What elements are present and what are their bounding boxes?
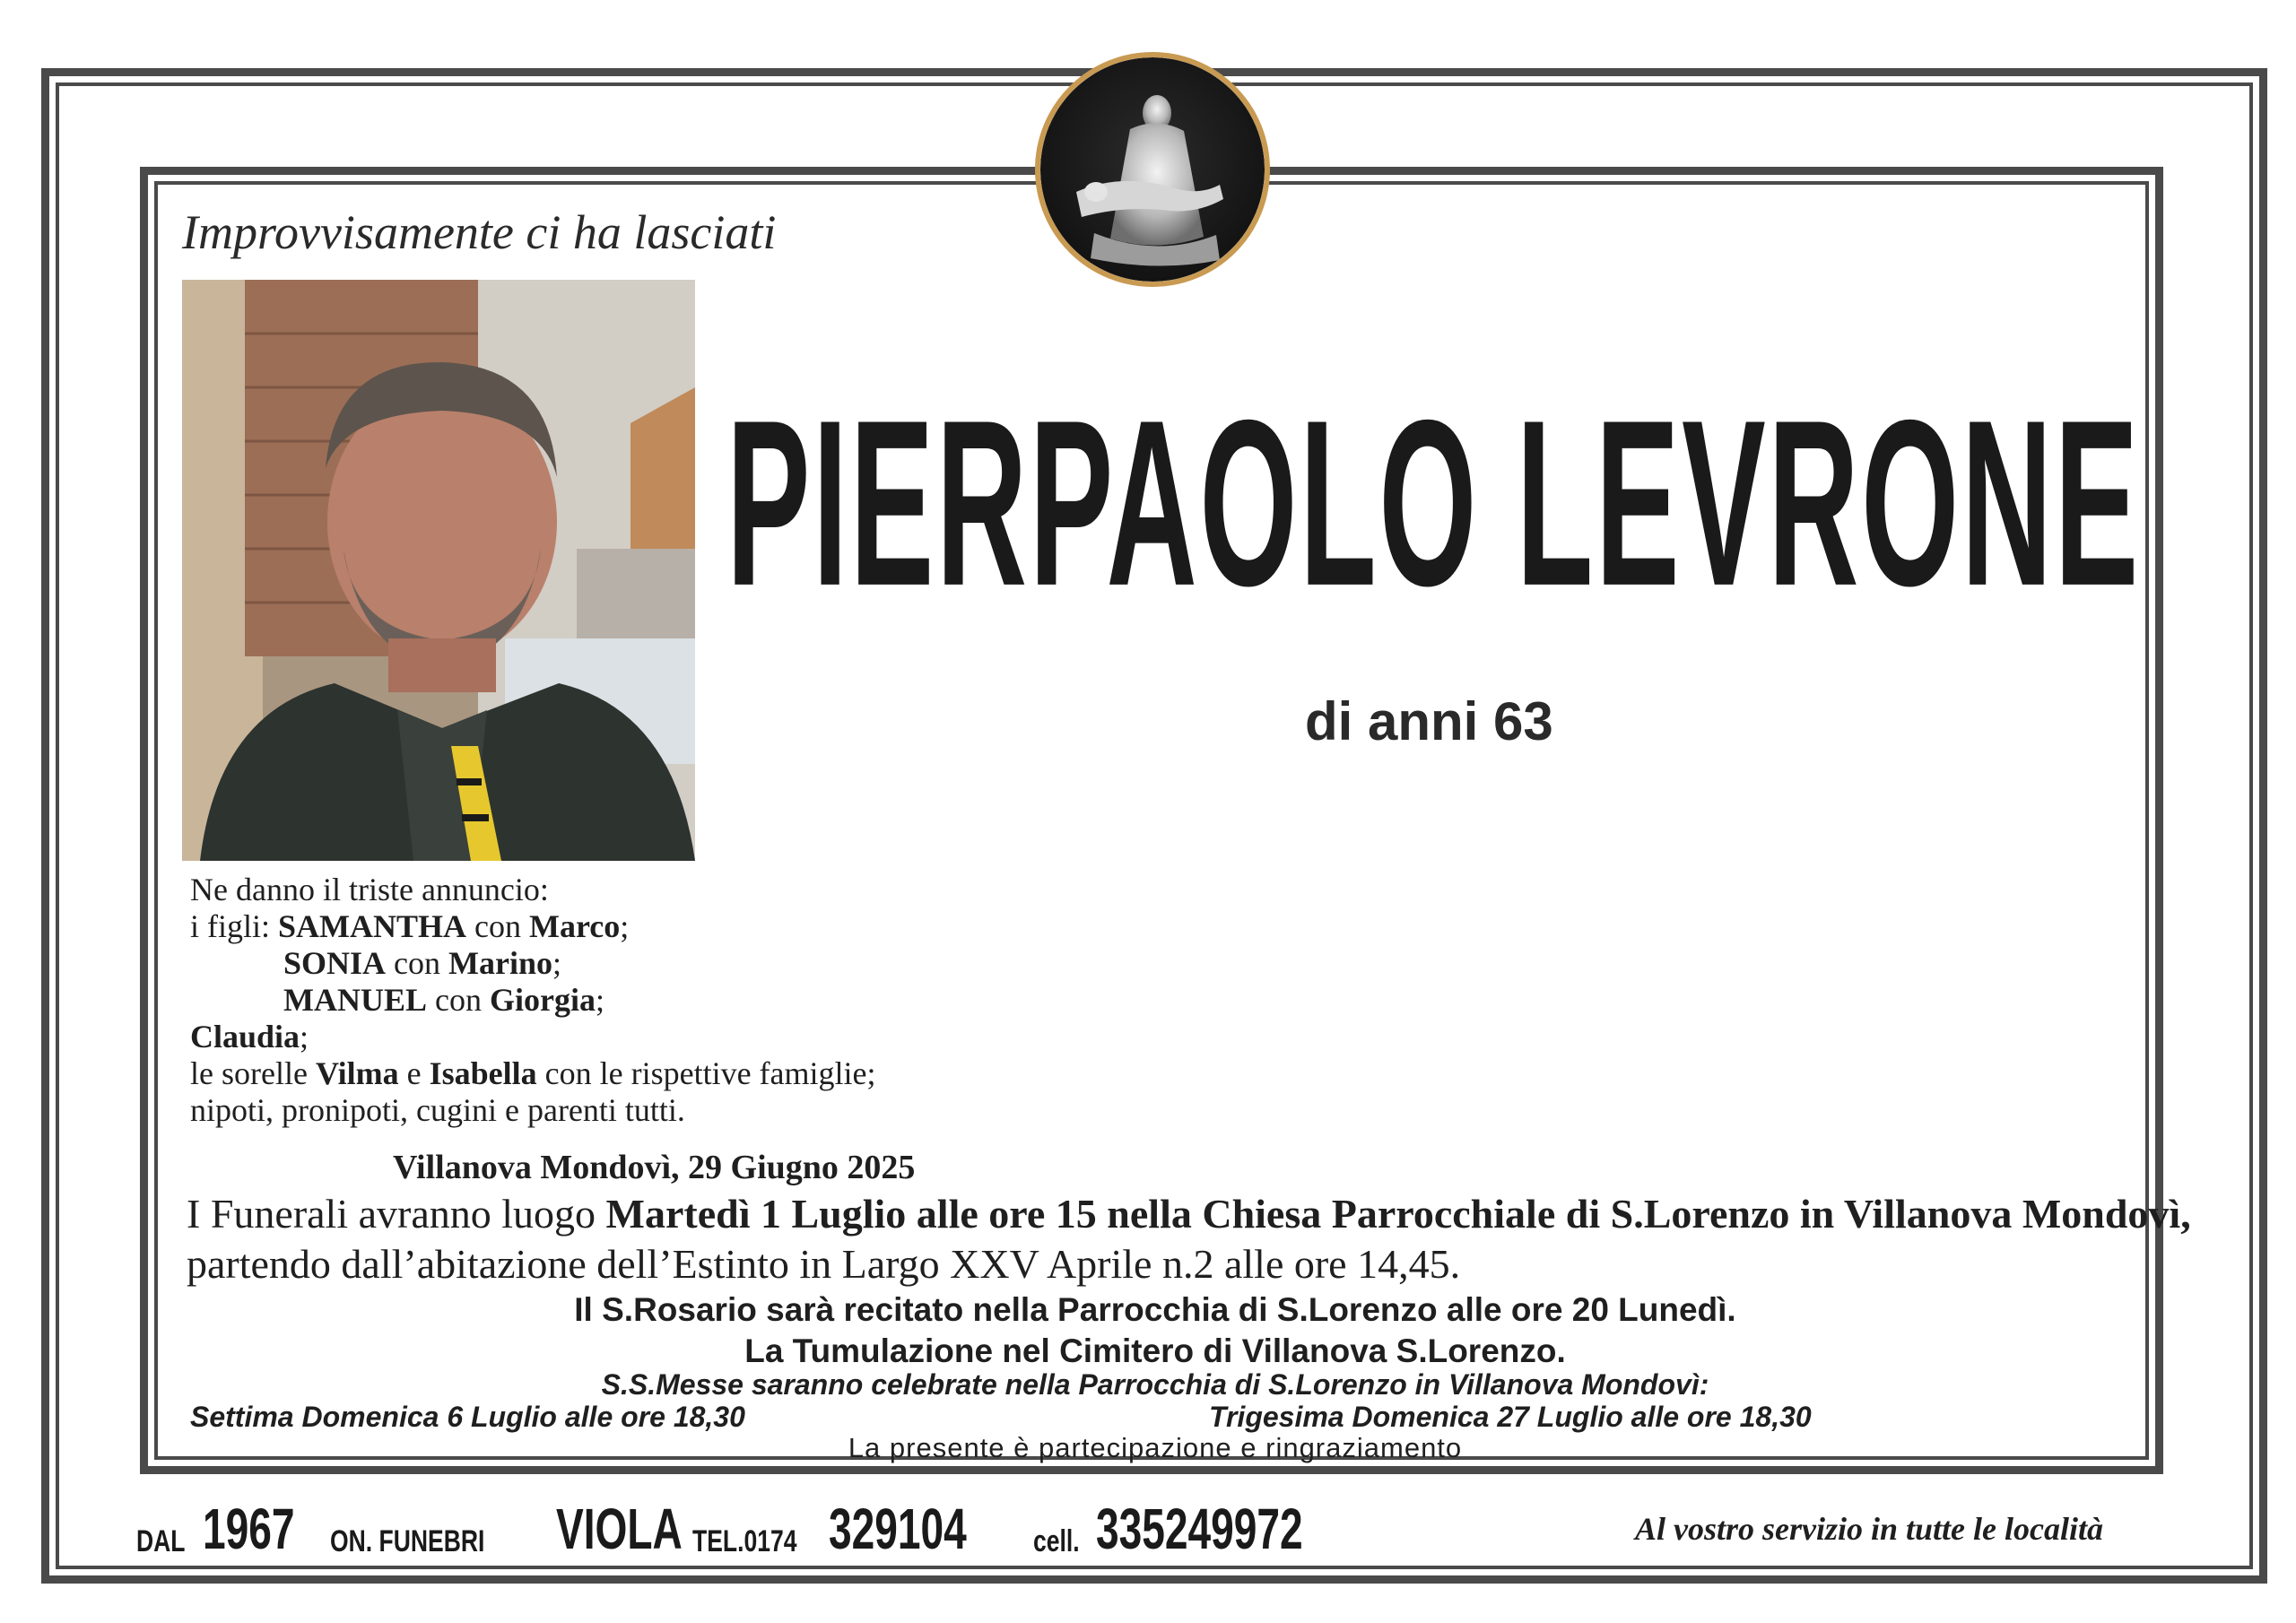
pieta-medallion [1035,52,1270,287]
announcement-line [190,1055,876,1092]
family-name: MANUEL [283,982,427,1018]
announcement-text: le sorelle [190,1055,316,1091]
footer-cell-number: 335249972 [1096,1497,1303,1561]
tumulazione-info: La Tumulazione nel Cimitero di Villanova S.Lorenzo. [744,1332,1566,1369]
announcement-line [190,945,876,982]
announcement-line [190,908,876,945]
deceased-age: di anni 63 [1305,691,1553,751]
intro-text: Improvvisamente ci ha lasciati [182,205,777,259]
footer-tel-number: 329104 [829,1497,967,1561]
announcement-text: ; [552,945,562,981]
footer-year: 1967 [203,1497,295,1561]
footer-tagline: Al vostro servizio in tutte le località [1635,1511,2103,1547]
funeral-line-1 [187,1189,2191,1239]
family-name: Isabella [429,1055,537,1091]
family-name: Marino [448,945,552,981]
portrait-photo [182,280,695,861]
family-name: SONIA [283,945,387,981]
funeral-text: I Funerali avranno luogo [187,1191,606,1237]
family-name: Claudia [190,1019,300,1055]
messe-info: S.S.Messe saranno celebrate nella Parrocchia di S.Lorenzo in Villanova Mondovì: [601,1368,1709,1401]
thanks-note: La presente è partecipazione e ringraziamento [848,1432,1463,1463]
pieta-sculpture-icon [1040,57,1265,282]
place-date: Villanova Mondovì, 29 Giugno 2025 [393,1149,916,1186]
announcement-text: ; [300,1019,309,1055]
family-name: Giorgia [489,982,596,1018]
announcement-line [190,1019,876,1055]
funeral-info [187,1189,2191,1289]
funeral-time-place: Martedì 1 Luglio alle ore 15 nella Chiesa Parrocchiale di S.Lorenzo in Villanova Mondovì, [605,1191,2191,1237]
announcement-text: e [398,1055,430,1091]
announcement-text: ; [620,908,630,944]
announcement-line [190,982,876,1019]
family-name: Vilma [315,1055,399,1091]
announcement-text: con [427,982,490,1018]
funeral-line-2: partendo dall’abitazione dell’Estinto in Largo XXV Aprile n.2 alle ore 14,45. [187,1241,1461,1287]
rosario-info: Il S.Rosario sarà recitato nella Parrocchia di S.Lorenzo alle ore 20 Lunedì. [574,1291,1736,1328]
footer-on-funebri: ON. FUNEBRI [330,1524,485,1558]
announcement-text: con [466,908,529,944]
announcement-text: i figli: [190,908,278,944]
announcement-line [190,1092,876,1129]
announcement-text: Ne danno il triste annuncio: [190,872,549,907]
family-name: Marco [529,908,621,944]
family-announcement [190,872,876,1129]
settima-info: Settima Domenica 6 Luglio alle ore 18,30 [190,1401,745,1433]
footer-cell-label: cell. [1033,1524,1080,1558]
trigesima-info: Trigesima Domenica 27 Luglio alle ore 18,30 [1209,1401,1812,1433]
family-name: SAMANTHA [278,908,467,944]
footer-dal: DAL [136,1524,186,1558]
announcement-text: ; [595,982,604,1018]
footer-company-name: VIOLA [556,1497,683,1561]
announcement-line [190,872,876,908]
footer-tel-label: TEL.0174 [692,1524,797,1558]
announcement-text: con [386,945,449,981]
announcement-text: con le rispettive famiglie; [536,1055,876,1091]
announcement-text: nipoti, pronipoti, cugini e parenti tutti. [190,1092,685,1128]
deceased-name: PIERPAOLO LEVRONE [726,370,2141,636]
